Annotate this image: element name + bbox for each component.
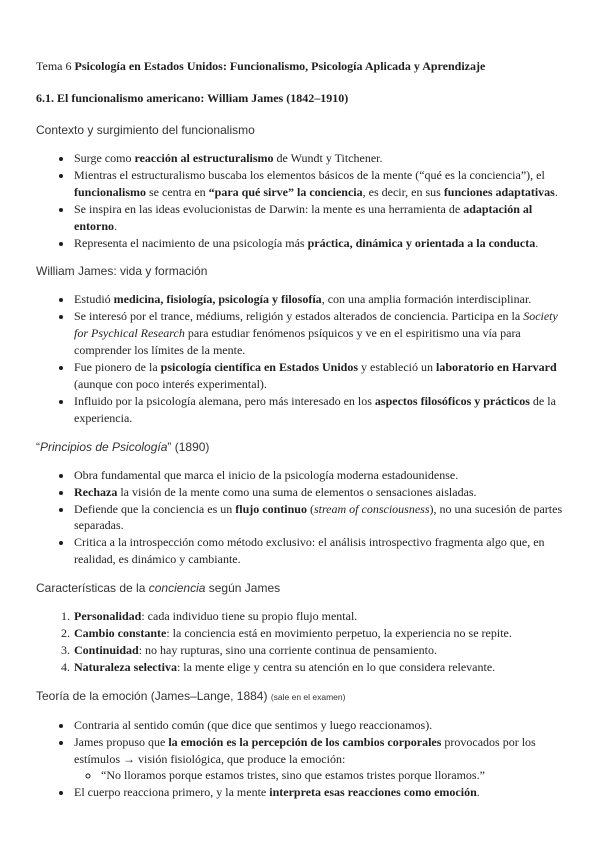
list-item: • Surge como reacción al estructuralismo de Wundt y Titchener. — [73, 150, 566, 167]
list-item: • Representa el nacimiento de una psicología más práctica, dinámica y orientada a la conducta. — [73, 235, 566, 252]
list-item: • Mientras el estructuralismo buscaba los elementos básicos de la mente (“qué es la conciencia”), el funcionalismo se centra en “para qué sirve” la conciencia, es decir, en sus funciones adaptativas. — [73, 167, 566, 201]
list-item: ◦ “No lloramos porque estamos tristes, sino que estamos tristes porque lloramos.” — [100, 767, 566, 784]
list-james — [36, 291, 566, 426]
list-item: • Se inspira en las ideas evolucionistas de Darwin: la mente es una herramienta de adaptación al entorno. — [73, 201, 566, 235]
list-item: • Se interesó por el trance, médiums, religión y estados alterados de conciencia. Participa en la Society for Psychical Research para estudiar fenómenos psíquicos y ve en el espiritismo una vía para comprender los límites de la mente. — [73, 308, 566, 359]
section-title: 6.1. El funcionalismo americano: William James (1842–1910) — [36, 91, 349, 105]
list-caracteristicas — [36, 608, 566, 676]
list-item: 3. Continuidad: no hay rupturas, sino una corriente continua de pensamiento. — [73, 642, 566, 659]
list-item: • Contraria al sentido común (que dice que sentimos y luego reaccionamos). — [73, 717, 566, 734]
list-item: • Critica a la introspección como método exclusivo: el análisis introspectivo fragmenta algo que, en realidad, es dinámico y cambiante. — [73, 534, 566, 568]
list-item: • Fue pionero de la psicología científica en Estados Unidos y estableció un laboratorio en Harvard (aunque con poco interés experimental). — [73, 359, 566, 393]
list-emocion — [36, 717, 566, 802]
list-item: 4. Naturaleza selectiva: la mente elige y centra su atención en lo que considera relevante. — [73, 659, 566, 676]
list-item: 2. Cambio constante: la conciencia está en movimiento perpetuo, la experiencia no se repite. — [73, 625, 566, 642]
heading-james: William James: vida y formación — [36, 264, 208, 279]
list-contexto — [36, 150, 566, 251]
document-page — [36, 58, 566, 813]
heading-caracteristicas: Características de la conciencia según James — [36, 581, 281, 596]
heading-contexto: Contexto y surgimiento del funcionalismo — [36, 123, 255, 137]
list-item: • Estudió medicina, fisiología, psicología y filosofía, con una amplia formación interdisciplinar. — [73, 291, 566, 308]
sub-list — [74, 767, 566, 784]
list-item: • Influido por la psicología alemana, pero más interesado en los aspectos filosóficos y prácticos de la experiencia. — [73, 393, 566, 427]
list-item: • Obra fundamental que marca el inicio de la psicología moderna estadounidense. — [73, 467, 566, 484]
document-title: Tema 6 Psicología en Estados Unidos: Funcionalismo, Psicología Aplicada y Aprendizaje — [36, 59, 486, 73]
list-item: • Rechaza la visión de la mente como una suma de elementos o sensaciones aisladas. — [73, 484, 566, 501]
list-principios — [36, 467, 566, 568]
heading-principios: “Principios de Psicología” (1890) — [36, 439, 210, 454]
list-item: • El cuerpo reacciona primero, y la mente interpreta esas reacciones como emoción. — [73, 784, 566, 801]
list-item: 1. Personalidad: cada individuo tiene su propio flujo mental. — [73, 608, 566, 625]
list-item: • Defiende que la conciencia es un flujo continuo (stream of consciousness), no una sucesión de partes separadas. — [73, 501, 566, 535]
list-item: • James propuso que la emoción es la percepción de los cambios corporales provocados por los estímulos → visión fisiológica, que produce la emoción: ◦ “No lloramos porque estamos tristes, sino que estamos tristes porque lloramos.” — [73, 734, 566, 785]
heading-emocion: Teoría de la emoción (James–Lange, 1884) (sale en el examen) — [36, 688, 346, 703]
